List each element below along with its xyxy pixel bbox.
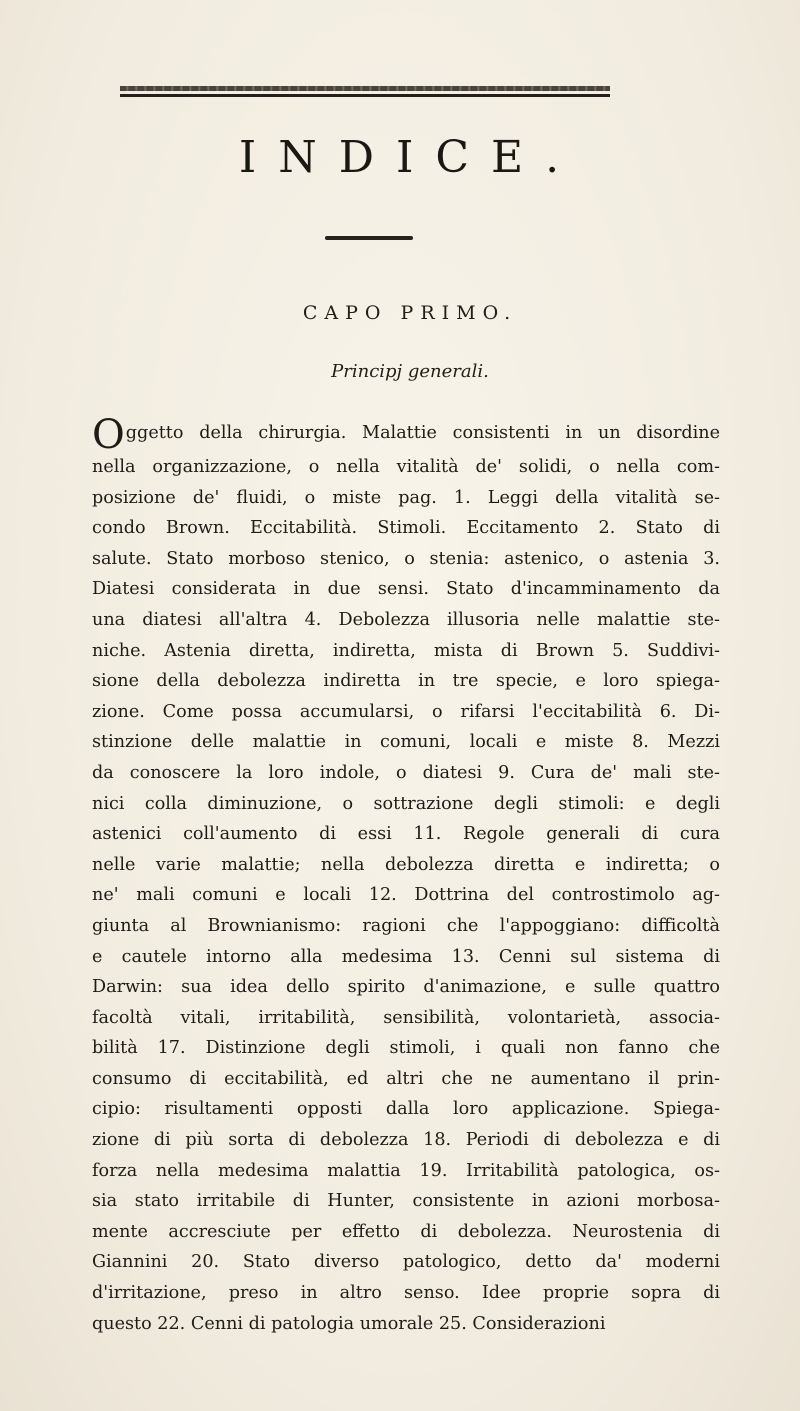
text-line: niche. Astenia diretta, indiretta, mista di Brown 5. Suddivi- <box>92 640 720 661</box>
text-line: zione di più sorta di debolezza 18. Periodi di debolezza e di <box>92 1130 720 1151</box>
text-line: sia stato irritabile di Hunter, consistente in azioni morbosa- <box>92 1191 720 1212</box>
text-line: facoltà vitali, irritabilità, sensibilità, volontarietà, associa- <box>92 1007 720 1028</box>
text-line: posizione de' fluidi, o miste pag. 1. Leggi della vitalità se- <box>92 487 720 508</box>
chapter-heading: CAPO PRIMO. <box>302 302 518 324</box>
text-line: giunta al Brownianismo: ragioni che l'appoggiano: difficoltà <box>92 915 720 936</box>
text-line: zione. Come possa accumularsi, o rifarsi l'eccitabilità 6. Di- <box>92 701 720 722</box>
text-line: sione della debolezza indiretta in tre specie, e loro spiega- <box>92 671 720 692</box>
index-body-text <box>92 418 720 1339</box>
text-line: una diatesi all'altra 4. Debolezza illusoria nelle malattie ste- <box>92 609 720 630</box>
text-line: bilità 17. Distinzione degli stimoli, i quali non fanno che <box>92 1038 720 1059</box>
text-line: nella organizzazione, o nella vitalità de' solidi, o nella com- <box>92 457 720 477</box>
text-line: d'irritazione, preso in altro senso. Idee proprie sopra di <box>92 1283 720 1304</box>
chapter-subtitle: Principj generali. <box>331 361 489 382</box>
text-line: Darwin: sua idea dello spirito d'animazione, e sulle quattro <box>92 977 720 998</box>
text-line: nelle varie malattie; nella debolezza diretta e indiretta; o <box>92 854 720 875</box>
text-line: salute. Stato morboso stenico, o stenia: astenico, o astenia 3. <box>92 548 720 569</box>
text-line: nici colla diminuzione, o sottrazione degli stimoli: e degli <box>92 793 720 814</box>
text-line: consumo di eccitabilità, ed altri che ne aumentano il prin- <box>92 1068 720 1089</box>
text-line: forza nella medesima malattia 19. Irritabilità patologica, os- <box>92 1160 720 1181</box>
title-divider <box>325 236 413 240</box>
text-line: condo Brown. Eccitabilità. Stimoli. Eccitamento 2. Stato di <box>92 518 720 539</box>
top-ornamental-rule <box>120 86 610 100</box>
text-line <box>92 418 720 452</box>
drop-cap: O <box>92 418 125 452</box>
rule-lower-band <box>120 94 610 97</box>
text-line: e cautele intorno alla medesima 13. Cenni sul sistema di <box>92 946 720 967</box>
rule-upper-band <box>120 86 610 91</box>
index-title: INDICE. <box>238 132 582 183</box>
text-line: Giannini 20. Stato diverso patologico, detto da' moderni <box>92 1252 720 1273</box>
text-line: mente accresciute per effetto di debolezza. Neurostenia di <box>92 1221 720 1242</box>
text-line: cipio: risultamenti opposti dalla loro applicazione. Spiega- <box>92 1099 720 1120</box>
text-line: astenici coll'aumento di essi 11. Regole generali di cura <box>92 824 720 845</box>
text-line: ne' mali comuni e locali 12. Dottrina del controstimolo ag- <box>92 885 720 906</box>
text-line: da conoscere la loro indole, o diatesi 9. Cura de' mali ste- <box>92 762 720 783</box>
text-line: Diatesi considerata in due sensi. Stato d'incamminamento da <box>92 579 720 600</box>
text-line: questo 22. Cenni di patologia umorale 25. Considerazioni <box>92 1313 606 1334</box>
text-line: stinzione delle malattie in comuni, locali e miste 8. Mezzi <box>92 732 720 753</box>
text-line-content: ggetto della chirurgia. Malattie consistenti in un disordine <box>125 423 720 443</box>
